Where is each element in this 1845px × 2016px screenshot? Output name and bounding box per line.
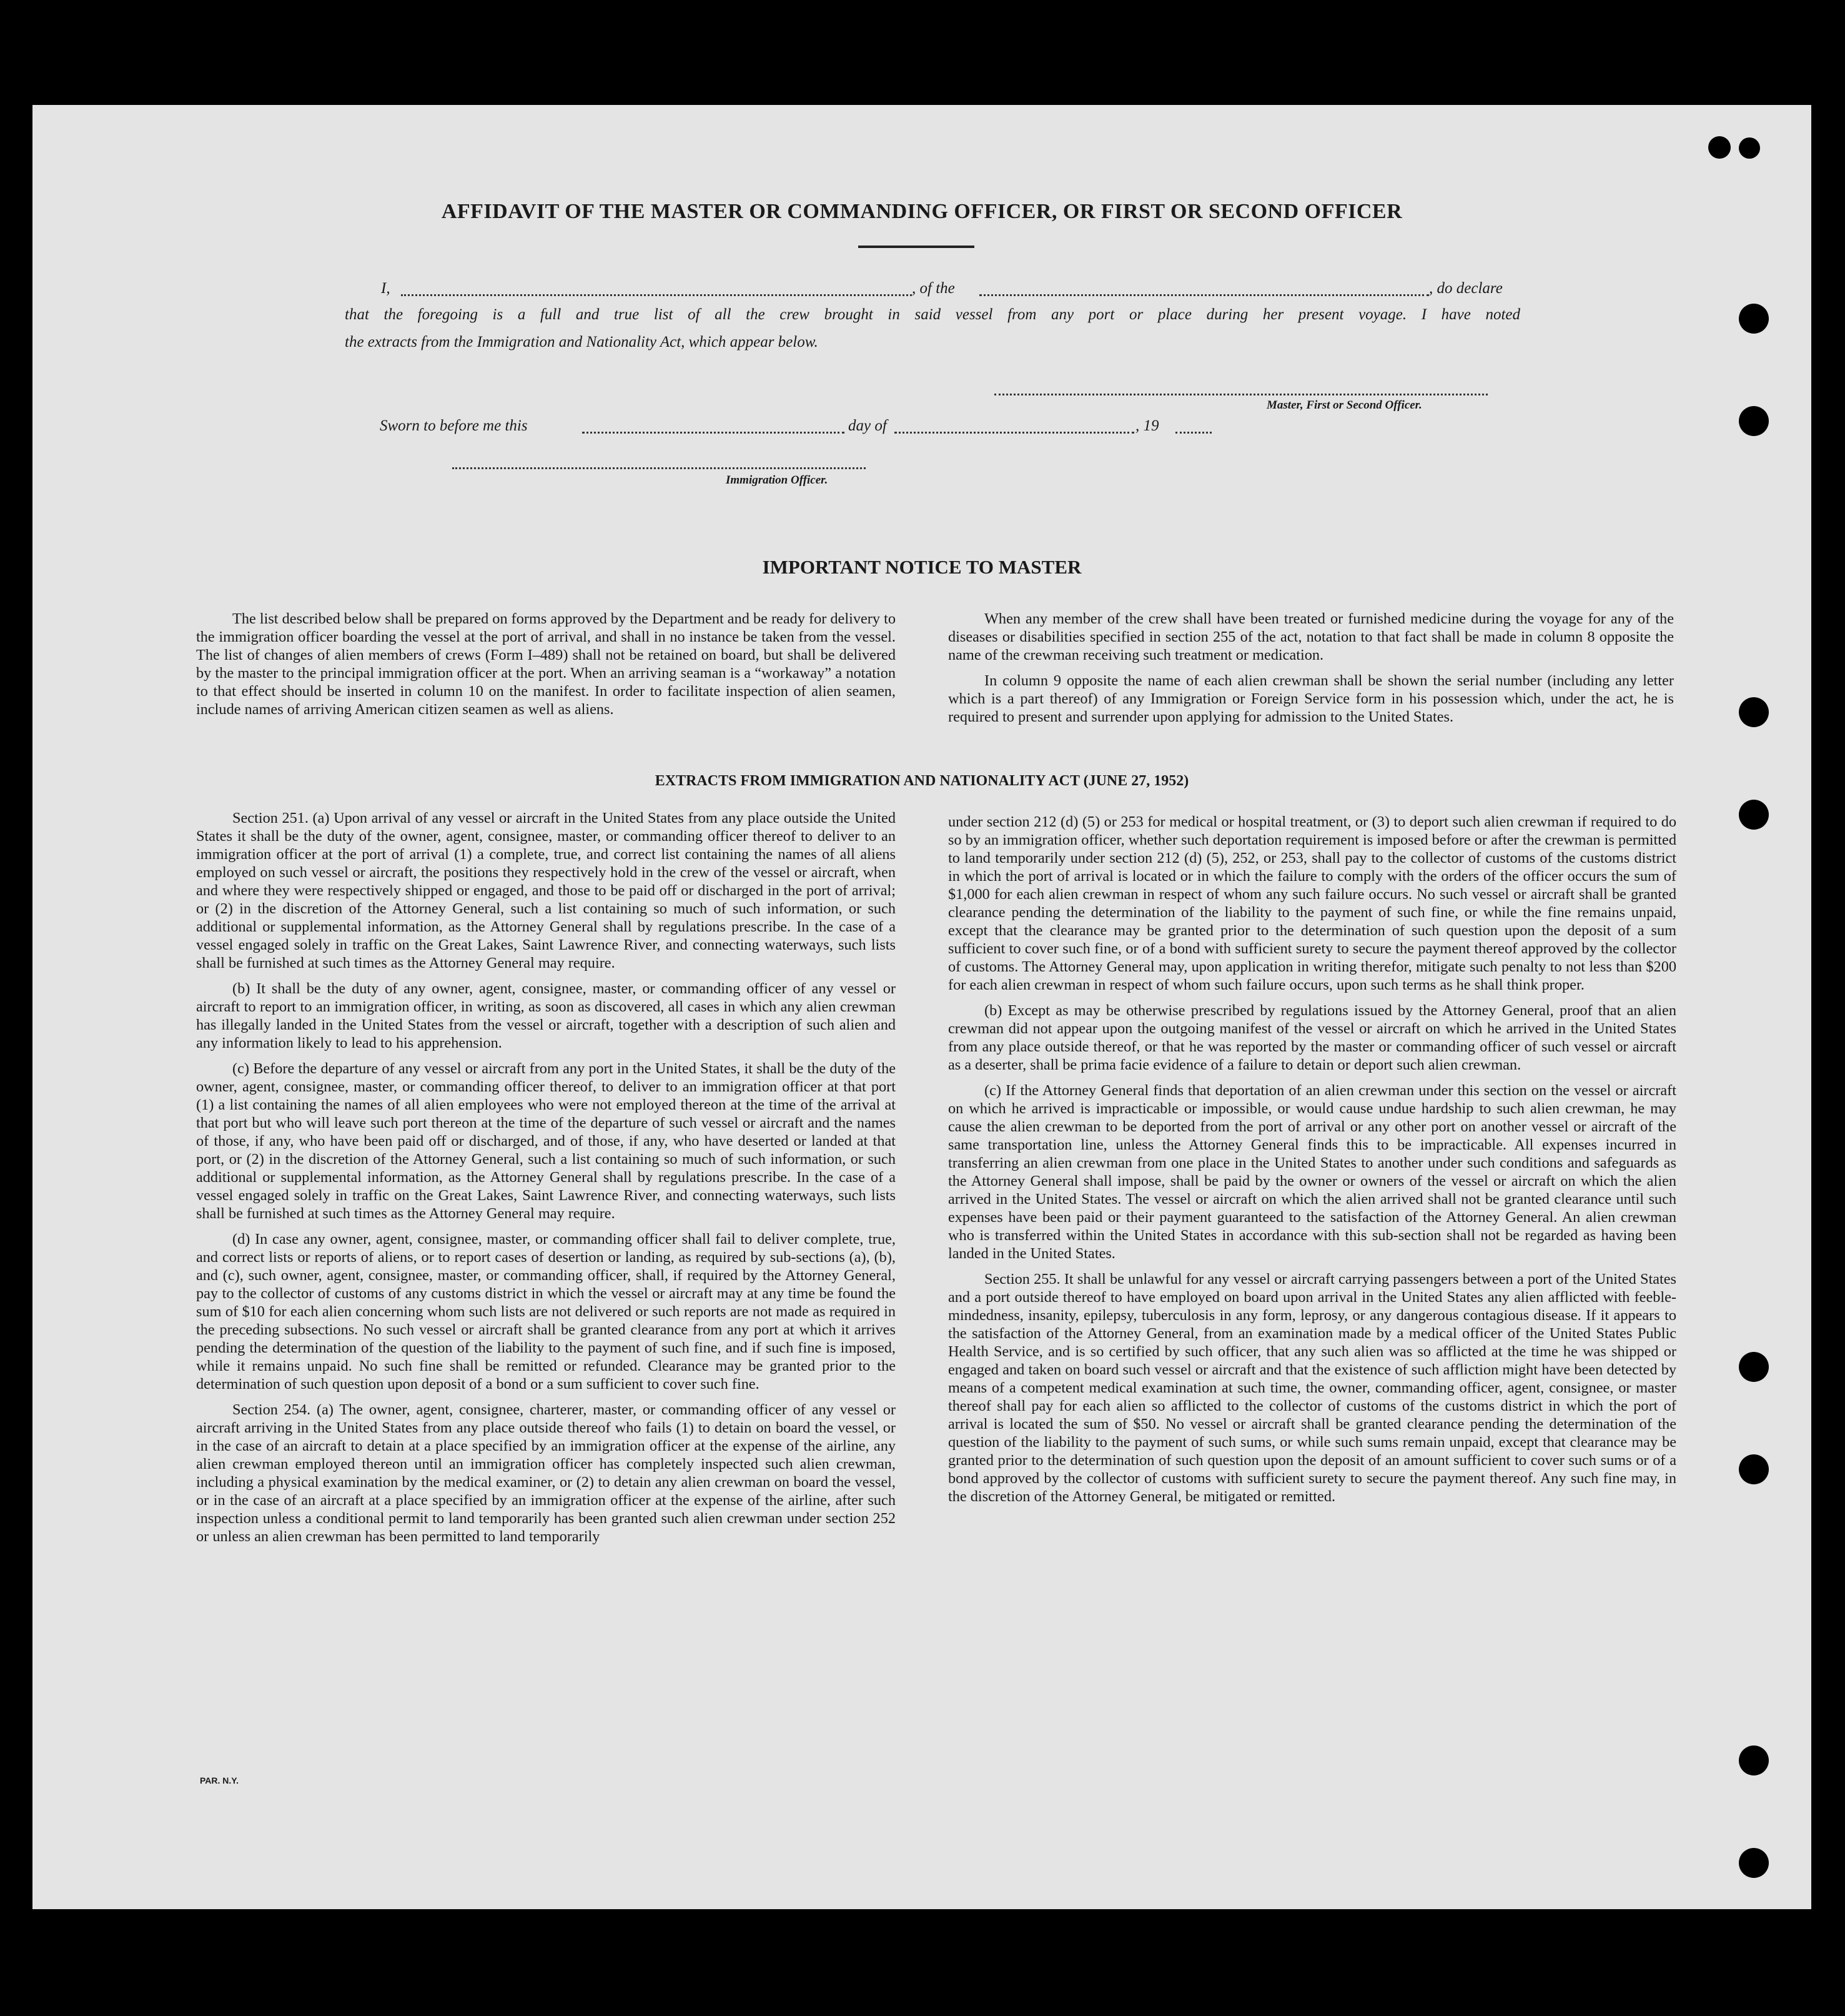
punch-hole — [1739, 800, 1769, 830]
statute-paragraph: (c) Before the departure of any vessel or aircraft from any port in the United States, it shall be the duty of the owner, agent, consignee, master, or commanding officer thereof, to deliver to an immigration officer at that port (1) a list containing the names of all alien employees who were not employed thereon at the time of the arrival at that port but who will leave such port thereon at the time of the departure of such vessel or aircraft and the names of those, if any, who have been paid off or discharged, and of those, if any, who have deserted or landed at that port, or (2) in the discretion of the Attorney General, such a list containing so much of such information, or such additional or supplemental information, as the Attorney General shall by regulations prescribe. In the case of a vessel engaged solely in traffic on the Great Lakes, Saint Lawrence River, and connecting waterways, such lists shall be furnished at such times as the Attorney General may require. — [196, 1060, 896, 1222]
notice-title: IMPORTANT NOTICE TO MASTER — [762, 556, 1082, 578]
statute-paragraph: (c) If the Attorney General finds that deportation of an alien crewman under this section on the vessel or aircraft on which he arrived is impracticable or impossible, or would cause undue hardship to such alien crewman, he may cause the alien crewman to be deported from the port of arrival or any other port on another vessel or aircraft of the same transportation line, unless the Attorney General finds this to be impracticable. All expenses incurred in transferring an alien crewman from one place in the United States to another under such conditions and safeguards as the Attorney General shall impose, shall be paid by the owner or owners of the vessel or aircraft on which the alien arrived in the United States. The vessel or aircraft on which the alien arrived shall not be granted clearance until such expenses have been paid or their payment guaranteed to the satisfaction of the Attorney General. An alien crewman who is transferred within the United States in accordance with this sub-section shall not be regarded as having been landed in the United States. — [948, 1082, 1676, 1262]
punch-hole — [1739, 1352, 1769, 1382]
punch-hole — [1739, 697, 1769, 727]
punch-hole — [1708, 136, 1731, 159]
statute-paragraph: Section 255. It shall be unlawful for any vessel or aircraft carrying passengers between a port of the United States and a port outside thereof to have employed on board upon arrival in the United States any alien afflicted with feeble-mindedness, insanity, epilepsy, tuberculosis in any form, leprosy, or any dangerous contagious disease. If it appears to the satisfaction of the Attorney General, from an examination made by a medical officer of the United States Public Health Service, and is so certified by such officer, that any such alien was so afflicted at the time he was shipped or engaged and taken on board such vessel or aircraft and that the existence of such affliction might have been detected by means of a competent medical examination at such time, the owner, commanding officer, agent, consignee, or master thereof shall pay for each alien so afflicted to the collector of customs of the customs district in which the port of arrival is located the sum of $50. No vessel or aircraft shall be granted clearance pending the determination of the question of the liability to the payment of such sums, or while such sums remain unpaid, except that clearance may be granted prior to the determination of such question upon the deposit of an amount sufficient to cover such sums or of a bond approved by the collector of customs with sufficient surety to secure the payment thereof. Any such fine may, in the discretion of the Attorney General, be mitigated or remitted. — [948, 1271, 1676, 1505]
punch-hole — [1739, 1454, 1769, 1484]
month-field-line — [894, 432, 1134, 434]
year-prefix-label: , 19 — [1135, 417, 1159, 434]
affidavit-i-label: I, — [381, 280, 390, 297]
affidavit-statement-line2: the extracts from the Immigration and Nationality Act, which appear below. — [345, 334, 818, 350]
vessel-field-line — [979, 294, 1429, 296]
punch-hole — [1739, 137, 1760, 159]
statute-paragraph: (b) Except as may be otherwise prescribed by regulations issued by the Attorney General, proof that an alien crewman did not appear upon the outgoing manifest of the vessel or aircraft on which he arrived in the United States from any place outside thereof, or that he was reported by the master or commanding officer of such vessel or aircraft as a deserter, shall be prima facie evidence of a failure to detain or deport such alien crewman. — [948, 1002, 1676, 1073]
extracts-right-column — [948, 813, 1676, 1506]
notice-paragraph: When any member of the crew shall have been treated or furnished medicine during the voyage for any of the diseases or disabilities specified in section 255 of the act, notation to that fact shall be made in column 8 opposite the name of the crewman receiving such treatment or medication. — [948, 610, 1674, 663]
officer-signature-line — [452, 467, 866, 469]
notice-right-column — [948, 610, 1674, 726]
extracts-left-column — [196, 809, 896, 1546]
statute-paragraph: (b) It shall be the duty of any owner, agent, consignee, master, or commanding officer of any vessel or aircraft to report to an immigration officer, in writing, as soon as discovered, all cases in which any alien crewman has illegally landed in the United States from the vessel or aircraft, together with a description of such alien and any information likely to lead to his apprehension. — [196, 980, 896, 1051]
extracts-title: EXTRACTS FROM IMMIGRATION AND NATIONALITY ACT (JUNE 27, 1952) — [655, 773, 1189, 789]
punch-hole — [1739, 304, 1769, 334]
punch-hole — [1739, 1745, 1769, 1775]
statute-paragraph: Section 251. (a) Upon arrival of any vessel or aircraft in the United States from any place outside the United States it shall be the duty of the owner, agent, consignee, master, or commanding officer thereof to deliver to an immigration officer at the port of arrival (1) a complete, true, and correct list containing the names of all aliens employed on such vessel or aircraft, the positions they respectively hold in the crew of the vessel or aircraft, when and where they were respectively shipped or engaged, and those to be paid off or discharged in the port of arrival; or (2) in the discretion of the Attorney General, such a list containing so much of such information, or such additional or supplemental information, as the Attorney General shall by regulations prescribe. In the case of a vessel engaged solely in traffic on the Great Lakes, Saint Lawrence River, and connecting waterways, such lists shall be furnished at such times as the Attorney General may require. — [196, 810, 896, 971]
day-of-label: day of — [848, 417, 887, 434]
master-signature-label: Master, First or Second Officer. — [1267, 399, 1422, 412]
do-declare-label: , do declare — [1429, 280, 1503, 297]
notice-paragraph: The list described below shall be prepared on forms approved by the Department and be ready for delivery to the immigration officer boarding the vessel at the port of arrival, and shall in no instance be taken from the vessel. The list of changes of alien members of crews (Form I–489) shall not be retained on board, but shall be delivered by the master to the principal immigration officer at the port. When an arriving seaman is a “workaway” a notation to that effect should be inserted in column 10 on the manifest. In order to facilitate inspection of alien seamen, include names of arriving American citizen seamen as well as aliens. — [196, 610, 896, 718]
master-signature-line — [994, 394, 1488, 395]
notice-left-column — [196, 610, 896, 718]
affidavit-title: AFFIDAVIT OF THE MASTER OR COMMANDING OFFICER, OR FIRST OR SECOND OFFICER — [441, 200, 1403, 223]
sworn-date-field-line — [582, 432, 844, 434]
of-the-label: , of the — [912, 280, 955, 297]
punch-hole — [1739, 406, 1769, 436]
printer-mark: PAR. N.Y. — [200, 1775, 239, 1785]
sworn-label: Sworn to before me this — [380, 417, 528, 434]
form-page — [32, 105, 1811, 1909]
punch-hole — [1739, 1848, 1769, 1878]
statute-paragraph: (d) In case any owner, agent, consignee, master, or commanding officer shall fail to deliver complete, true, and correct lists or reports of aliens, or to report cases of desertion or landing, as required by sub-sections (a), (b), and (c), such owner, agent, consignee, master, or commanding officer, shall, if required by the Attorney General, pay to the collector of customs of any customs district in which the vessel or aircraft may at any time be found the sum of $10 for each alien concerning whom such lists are not delivered or such reports are not made as required in the preceding subsections. No such vessel or aircraft shall be granted clearance from any port at which it arrives pending the determination of the question of the liability to the payment of such fine, and if such fine is imposed, while it remains unpaid. No such fine shall be remitted or refunded. Clearance may be granted prior to the determination of such question upon deposit of a bond or a sum sufficient to cover such fine. — [196, 1231, 896, 1393]
name-field-line — [401, 294, 912, 296]
officer-signature-label: Immigration Officer. — [726, 474, 828, 487]
statute-paragraph: Section 254. (a) The owner, agent, consignee, charterer, master, or commanding officer of any vessel or aircraft arriving in the United States from any place outside thereof who fails (1) to detain on board the vessel, or in the case of an aircraft to detain at a place specified by an immigration officer at the expense of the airline, any alien crewman employed thereon until an immigration officer has completely inspected such alien crewman, including a physical examination by the medical examiner, or (2) to detain any alien crewman on board the vessel, or in the case of an aircraft at a place specified by an immigration officer at the expense of the airline, after such inspection unless a conditional permit to land temporarily has been granted such alien crewman under section 252 or unless an alien crewman has been permitted to land temporarily — [196, 1401, 896, 1545]
year-field-line — [1175, 432, 1212, 434]
title-divider — [858, 246, 974, 248]
statute-paragraph: under section 212 (d) (5) or 253 for medical or hospital treatment, or (3) to deport such alien crewman if required to do so by an immigration officer, whether such deportation requirement is imposed before or after the crewman is permitted to land temporarily under section 212 (d) (5), 252, or 253, shall pay to the collector of customs of the customs district in which the port of arrival is located or in which the failure to comply with the orders of the officer occurs the sum of $1,000 for each alien crewman in respect of whom any such failure occurs. No such vessel or aircraft shall be granted clearance pending the determination of the liability to the payment of such fine, or while the fine remains unpaid, except that the clearance may be granted prior to the determination of such question upon the deposit of a sum sufficient to cover such fine, or of a bond with sufficient surety to secure the payment thereof approved by the collector of customs. The Attorney General may, upon application in writing therefor, mitigate such penalty to not less than $200 for each alien crewman in respect of whom such failure occurs, upon such terms as he shall think proper. — [948, 813, 1676, 993]
notice-paragraph: In column 9 opposite the name of each alien crewman shall be shown the serial number (including any letter which is a part thereof) of any Immigration or Foreign Service form in his possession which, under the act, he is required to present and surrender upon applying for admission to the United States. — [948, 672, 1674, 725]
affidavit-statement-line1: that the foregoing is a full and true list of all the crew brought in said vessel from any port or place during her present voyage. I have noted — [345, 306, 1520, 323]
